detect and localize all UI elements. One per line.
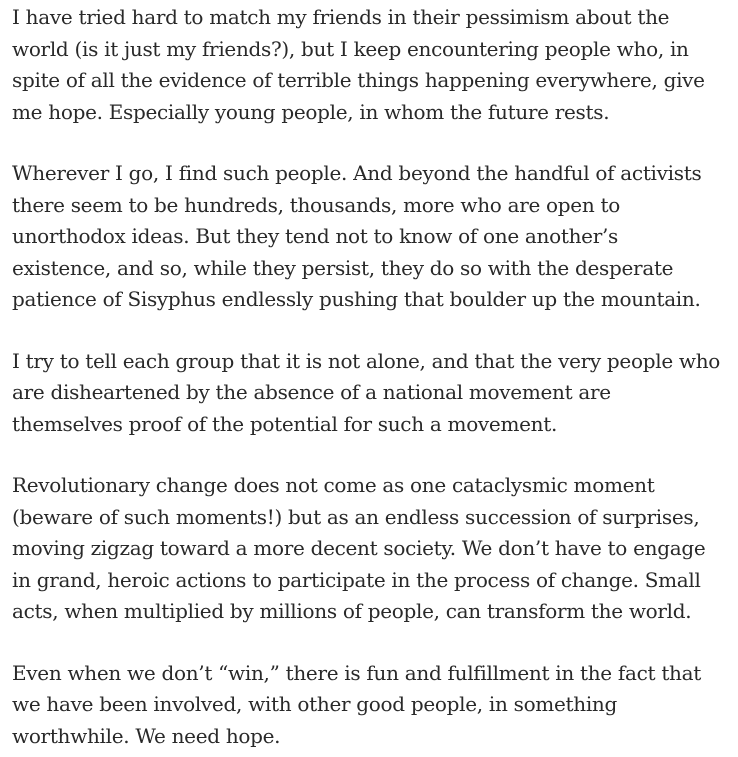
text-line: Revolutionary change does not come as one cataclysmic moment bbox=[12, 473, 655, 497]
text-line: I try to tell each group that it is not alone, and that the very people who bbox=[12, 348, 721, 373]
text-line: world (is it just my friends?), but I keep encountering people who, in bbox=[12, 36, 689, 61]
paragraph-5 bbox=[12, 658, 738, 753]
text-line: Even when we don’t “win,” there is fun and fulfillment in the fact that bbox=[12, 660, 702, 685]
text-line: existence, and so, while they persist, they do so with the desperate bbox=[12, 255, 674, 280]
text-line: moving zigzag toward a more decent society. We don’t have to engage bbox=[12, 536, 706, 560]
paragraph-3 bbox=[12, 346, 738, 441]
paragraph-1 bbox=[12, 2, 738, 128]
text-line: in grand, heroic actions to participate in the process of change. Small bbox=[12, 567, 701, 592]
text-line: spite of all the evidence of terrible things happening everywhere, give bbox=[12, 68, 705, 92]
text-line: I have tried hard to match my friends in their pessimism about the bbox=[12, 5, 670, 29]
paragraph-4 bbox=[12, 470, 738, 628]
paragraph-2 bbox=[12, 158, 738, 316]
text-line: Wherever I go, I find such people. And beyond the handful of activists bbox=[12, 161, 702, 185]
text-line: worthwhile. We need hope. bbox=[12, 723, 281, 748]
text-line: unorthodox ideas. But they tend not to know of one another’s bbox=[12, 224, 619, 248]
text-line: (beware of such moments!) but as an endless succession of surprises, bbox=[12, 504, 700, 529]
text-line: there seem to be hundreds, thousands, more who are open to bbox=[12, 192, 620, 217]
text-line: patience of Sisyphus endlessly pushing that boulder up the mountain. bbox=[12, 287, 701, 311]
text-line: themselves proof of the potential for such a movement. bbox=[12, 411, 558, 436]
text-line: acts, when multiplied by millions of people, can transform the world. bbox=[12, 599, 692, 623]
text-line: me hope. Especially young people, in whom the future rests. bbox=[12, 99, 610, 124]
text-line: we have been involved, with other good people, in something bbox=[12, 692, 618, 716]
text-line: are disheartened by the absence of a national movement are bbox=[12, 380, 611, 404]
